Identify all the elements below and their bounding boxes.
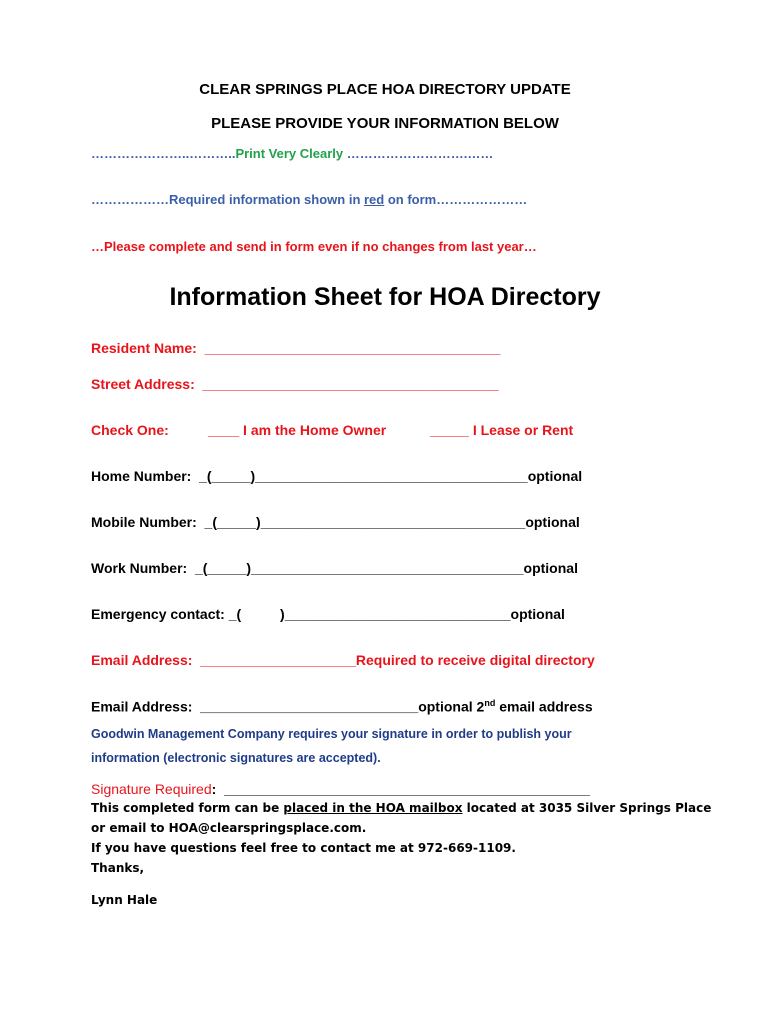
home-number-field[interactable]: [91, 468, 582, 484]
footer-mailbox: placed in the HOA mailbox: [283, 801, 463, 815]
email-optional-note: optional 2: [418, 698, 485, 715]
email-optional-label: Email Address: ____________________________: [91, 698, 419, 715]
dots-left: …………………..………..: [91, 146, 236, 161]
work-number-label: Work Number: _(_____)___________________________________: [91, 560, 524, 576]
sheet-title: Information Sheet for HOA Directory: [169, 283, 601, 311]
work-optional: optional: [523, 560, 578, 576]
home-owner-option[interactable]: ____ I am the Home Owner: [208, 422, 387, 438]
notice-line-1: Goodwin Management Company requires your signature in order to publish your: [91, 727, 572, 741]
complete-note: …Please complete and send in form even if no changes from last year…: [91, 239, 537, 254]
footer-thanks: Thanks,: [91, 861, 145, 875]
emergency-optional: optional: [510, 606, 565, 622]
footer-text-a: This completed form can be: [91, 801, 284, 815]
signature-line: _______________________________________________: [216, 781, 591, 797]
email-optional-field[interactable]: [91, 698, 593, 715]
check-one-label: Check One:: [91, 422, 169, 438]
footer-line-1: [91, 801, 711, 815]
resident-name-field[interactable]: Resident Name: ______________________________________: [91, 340, 501, 356]
footer-text-b: located at 3035 Silver Springs Place: [462, 801, 712, 815]
home-number-label: Home Number: _(_____)___________________________________: [91, 468, 528, 484]
dots-right: ……………………….……: [343, 146, 494, 161]
emergency-contact-field[interactable]: [91, 606, 565, 622]
required-info-line: [91, 192, 527, 207]
signature-field[interactable]: [91, 781, 590, 797]
form-subtitle: PLEASE PROVIDE YOUR INFORMATION BELOW: [211, 115, 559, 132]
signature-colon: :: [211, 781, 217, 797]
lease-rent-option[interactable]: _____ I Lease or Rent: [430, 422, 574, 438]
work-number-field[interactable]: [91, 560, 578, 576]
dots-left: ………………: [91, 192, 169, 207]
emergency-contact-label: Emergency contact: _( )_____________________________: [91, 606, 511, 622]
notice-line-2: information (electronic signatures are accepted).: [91, 751, 381, 765]
form-title: CLEAR SPRINGS PLACE HOA DIRECTORY UPDATE: [199, 81, 571, 98]
mobile-number-label: Mobile Number: _(_____)__________________________________: [91, 514, 526, 530]
print-clearly-label: Print Very Clearly: [235, 146, 344, 161]
footer-line-2: or email to HOA@clearspringsplace.com.: [91, 821, 367, 835]
email-required-note: Required to receive digital directory: [355, 652, 595, 668]
home-optional: optional: [527, 468, 583, 484]
email-required-label: Email Address: ____________________: [91, 652, 356, 668]
email-optional-note-end: email address: [495, 698, 593, 715]
street-address-field[interactable]: Street Address: ______________________________________: [91, 376, 499, 392]
required-text-end: on form…………………: [384, 192, 528, 207]
mobile-optional: optional: [525, 514, 580, 530]
email-superscript: nd: [484, 698, 496, 708]
print-clearly-line: [91, 146, 493, 161]
signature-label: Signature Required: [91, 781, 212, 797]
footer-name: Lynn Hale: [91, 893, 158, 907]
red-word: red: [364, 192, 385, 207]
required-text: Required information shown in: [169, 192, 364, 207]
mobile-number-field[interactable]: [91, 514, 580, 530]
footer-line-3: If you have questions feel free to contact me at 972-669-1109.: [91, 841, 516, 855]
email-required-field[interactable]: [91, 652, 595, 668]
